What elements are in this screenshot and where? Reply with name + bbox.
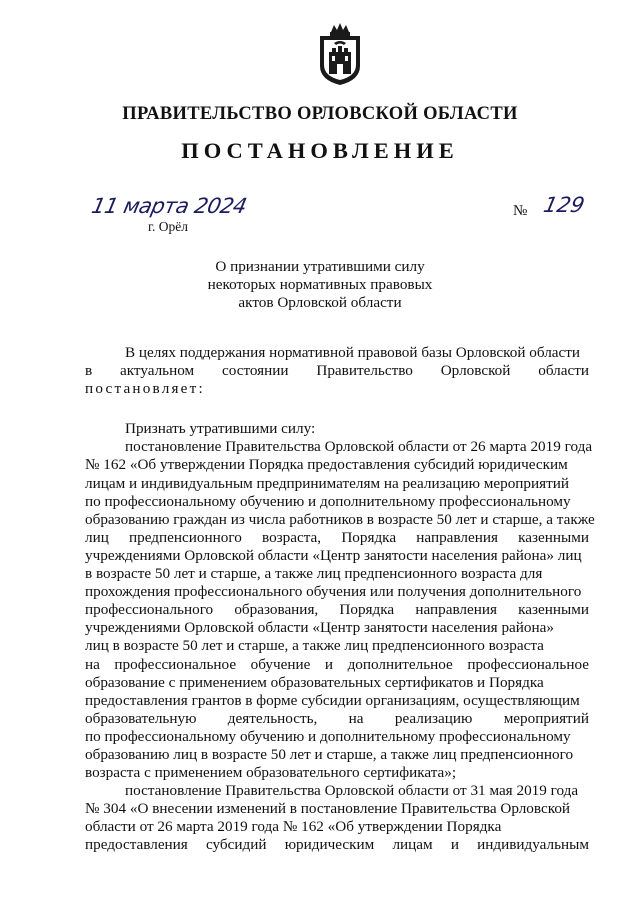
word: актуальном xyxy=(119,362,195,380)
word: лиц xyxy=(85,528,109,546)
text-line: № 304 «О внесении изменений в постановление Правительства Орловской xyxy=(85,800,571,818)
word: Орловской xyxy=(440,362,511,380)
text-line: постановление Правительства Орловской области от 31 мая 2019 года xyxy=(125,782,579,800)
text-line: прохождения профессионального обучения или получения дополнительного xyxy=(85,583,582,601)
text-line xyxy=(85,710,589,728)
city-label: г. Орёл xyxy=(148,219,188,234)
text-line: учреждениями Орловской области «Центр занятости населения района» xyxy=(85,619,554,637)
text-line: по профессиональному обучению и дополнительному профессиональному xyxy=(85,492,571,510)
text-line: в возрасте 50 лет и старше, а также лиц предпенсионного возраста для xyxy=(85,565,543,583)
word: на xyxy=(348,709,364,727)
word: на xyxy=(85,655,100,673)
word: и xyxy=(450,836,459,854)
word: казенными xyxy=(518,528,589,546)
word: Порядка xyxy=(341,528,397,546)
subject-line: О признании утратившими силу xyxy=(215,258,425,275)
text-line: Признать утратившими силу: xyxy=(125,420,316,438)
word: возраста, xyxy=(262,528,322,546)
handwritten-date: 11 марта 2024 xyxy=(89,194,249,218)
word: профессиональное xyxy=(114,655,237,673)
word: образовательную xyxy=(85,709,197,727)
text-line xyxy=(85,601,589,619)
word: предоставления xyxy=(85,836,188,854)
document-body xyxy=(85,344,595,855)
subject-line: актов Орловской области xyxy=(238,294,402,312)
word: и xyxy=(324,655,334,673)
text-line: постановляет: xyxy=(85,380,205,398)
text-line xyxy=(85,529,589,547)
word: профессионального xyxy=(85,601,214,619)
text-line: образование с применением образовательных сертификатов и Порядка xyxy=(85,673,544,691)
text-line xyxy=(85,362,589,380)
government-title: ПРАВИТЕЛЬСТВО ОРЛОВСКОЙ ОБЛАСТИ xyxy=(122,104,518,124)
text-line: лиц в возрасте 50 лет и старше, а также лиц предпенсионного возраста xyxy=(85,637,544,655)
text-line: № 162 «Об утверждении Порядка предоставления субсидий юридическим xyxy=(85,456,568,474)
word: субсидий xyxy=(206,836,267,854)
word: мероприятий xyxy=(503,709,589,727)
word: лицам xyxy=(392,836,433,854)
word: дополнительное xyxy=(347,655,453,673)
word: индивидуальным xyxy=(477,836,589,854)
word: состоянии xyxy=(221,362,289,380)
document-type-heading: ПОСТАНОВЛЕНИЕ xyxy=(181,138,459,163)
subject-line: некоторых нормативных правовых xyxy=(207,276,433,294)
text-line: по профессиональному обучению и дополнительному профессиональному xyxy=(85,727,571,745)
text-line: В целях поддержания нормативной правовой базы Орловской области xyxy=(125,344,581,361)
word: области xyxy=(538,362,589,380)
text-line: образованию лиц в возрасте 50 лет и старше, а также лиц предпенсионного xyxy=(85,745,574,763)
text-line: возраста с применением образовательного сертификата»; xyxy=(85,764,457,782)
text-line xyxy=(85,656,589,674)
word: направления xyxy=(415,601,497,619)
handwritten-number: 129 xyxy=(541,193,587,217)
text-line: учреждениями Орловской области «Центр занятости населения района» лиц xyxy=(85,546,582,564)
text-line: области от 26 марта 2019 года № 162 «Об утверждении Порядка xyxy=(85,818,502,836)
text-line xyxy=(85,836,589,854)
subject-block xyxy=(0,258,640,313)
word: направления xyxy=(416,528,498,546)
word: Порядка xyxy=(339,601,395,619)
text-line: образованию граждан из числа работников в возрасте 50 лет и старше, а также xyxy=(85,510,595,528)
word: Правительство xyxy=(316,362,413,380)
word: реализацию xyxy=(394,709,473,727)
text-line: лицам и индивидуальным предпринимателям на реализацию мероприятий xyxy=(85,474,570,492)
word: профессиональное xyxy=(467,655,589,673)
word: казенными xyxy=(518,601,589,619)
word: предпенсионного xyxy=(129,528,242,546)
number-label: № xyxy=(513,203,528,219)
coat-of-arms-icon xyxy=(316,22,364,86)
text-line: постановление Правительства Орловской области от 26 марта 2019 года xyxy=(125,438,593,456)
paragraph-repeal-list xyxy=(85,420,595,782)
word: юридическим xyxy=(284,836,375,854)
word: в xyxy=(85,362,93,380)
word: обучение xyxy=(250,655,311,673)
preamble xyxy=(85,344,589,398)
text-line: предоставления грантов в форме субсидии организациям, осуществляющим xyxy=(85,691,580,709)
word: деятельность, xyxy=(227,709,318,727)
paragraph-repeal-item-2 xyxy=(85,782,589,854)
word: образования, xyxy=(234,601,319,619)
